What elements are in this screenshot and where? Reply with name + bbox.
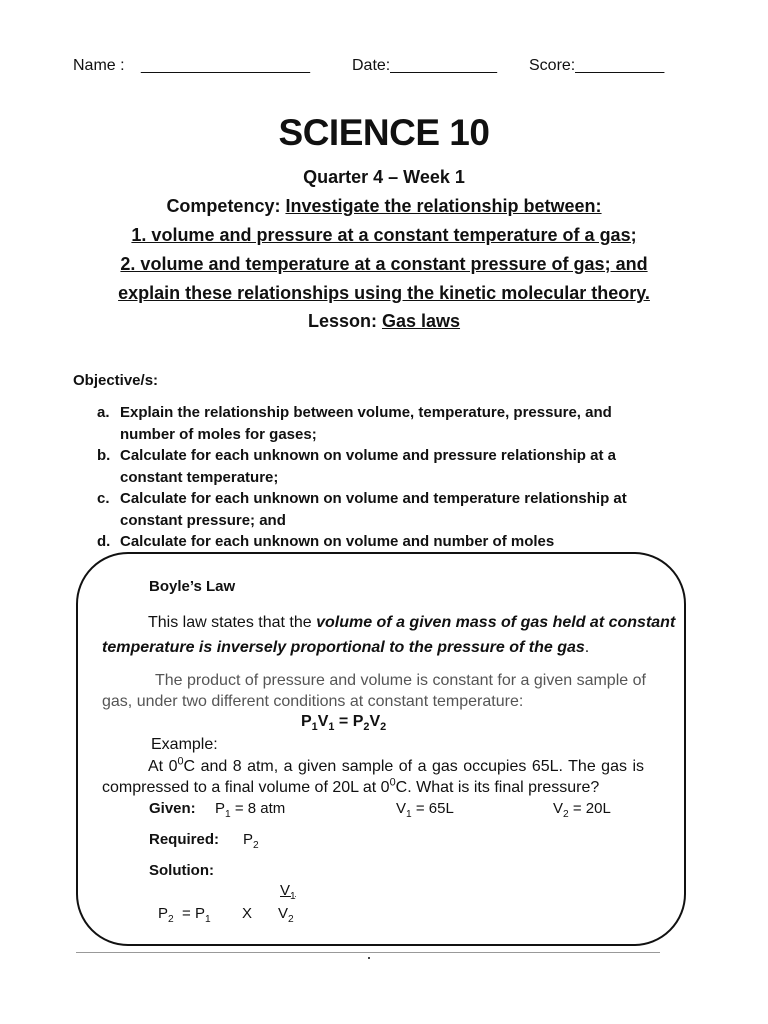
law-statement-emphasis: volume of a given mass of gas held at constant temperature is inversely proportional to the pressure of the gas (102, 614, 676, 656)
law-statement-suffix: . (584, 639, 590, 656)
given-label: Given: (149, 800, 196, 817)
lesson-line (0, 311, 768, 332)
objective-text: Calculate for each unknown on volume and pressure relationship at a (120, 447, 616, 464)
objectives-heading: Objective/s: (73, 372, 159, 389)
lesson-label: Lesson: (307, 311, 382, 331)
solution-equation: $P_2 = P_1$ (158, 905, 211, 925)
competency-text-1: Investigate the relationship between: (285, 196, 602, 216)
competency-line-1 (0, 196, 768, 217)
boyles-formula: $P_1V_1 = P_2V_2$ (301, 713, 387, 734)
required-label: Required: (149, 831, 220, 848)
name-label: Name : (73, 57, 125, 74)
solution-label: Solution: (149, 862, 214, 879)
objective-text-cont: constant pressure; and (120, 511, 286, 529)
competency-line-3: 2. volume and temperature at a constant pressure of gas; and (120, 254, 648, 274)
objective-item (97, 531, 677, 553)
times-sign: X (242, 905, 253, 922)
footer-dot (368, 957, 370, 959)
page-title: SCIENCE 10 (278, 112, 490, 153)
competency-label: Competency: (166, 196, 286, 216)
objective-text-cont: number of moles for gases; (120, 425, 317, 443)
fraction-denominator: $V_2$ (278, 905, 294, 925)
objective-letter: c. (97, 490, 110, 507)
product-text-body: The product of pressure and volume is constant for a given sample of gas, under two different conditions at constant temperature: (102, 672, 646, 710)
objective-text: Calculate for each unknown on volume and temperature relationship at (120, 490, 627, 507)
fraction-numerator: $V_1$ (280, 882, 296, 902)
example-problem: At $0^0C$ and 8 atm, a given sample of a gas occupies 65L. The gas is compressed to a final volume of 20L at $0^0C$. What is its final pressure? (102, 755, 644, 796)
quarter-heading: Quarter 4 – Week 1 (303, 167, 465, 187)
lesson-value: Gas laws (381, 311, 461, 331)
objective-letter: d. (97, 533, 111, 550)
objective-item (97, 402, 677, 445)
objective-letter: b. (97, 447, 111, 464)
law-statement-prefix: This law states that the (148, 614, 317, 631)
competency-line-2: 1. volume and pressure at a constant temperature of a gas; (131, 225, 637, 245)
score-field: Score:__________ (529, 57, 665, 74)
boyles-law-title: Boyle’s Law (149, 578, 236, 595)
objective-text: Calculate for each unknown on volume and number of moles (120, 533, 555, 550)
product-text (102, 670, 680, 712)
objective-letter: a. (97, 404, 110, 421)
date-field: Date:____________ (352, 57, 498, 74)
objective-item (97, 445, 677, 488)
given-v1: $V_1 = 65L$ (396, 800, 454, 820)
footer-rule (76, 952, 660, 953)
competency-line-4: explain these relationships using the kinetic molecular theory. (118, 283, 650, 303)
required-value: $P_2$ (243, 831, 259, 851)
given-v2: $V_2 = 20L$ (553, 800, 611, 820)
objectives-list (97, 402, 677, 553)
given-p1: $P_1 = 8$ atm (215, 800, 286, 820)
name-blank: ___________________ (141, 57, 311, 74)
law-statement (102, 610, 680, 660)
objective-text-cont: constant temperature; (120, 468, 279, 486)
objective-item (97, 488, 677, 531)
objective-text: Explain the relationship between volume, temperature, pressure, and (120, 404, 612, 421)
example-label: Example: (151, 736, 218, 753)
